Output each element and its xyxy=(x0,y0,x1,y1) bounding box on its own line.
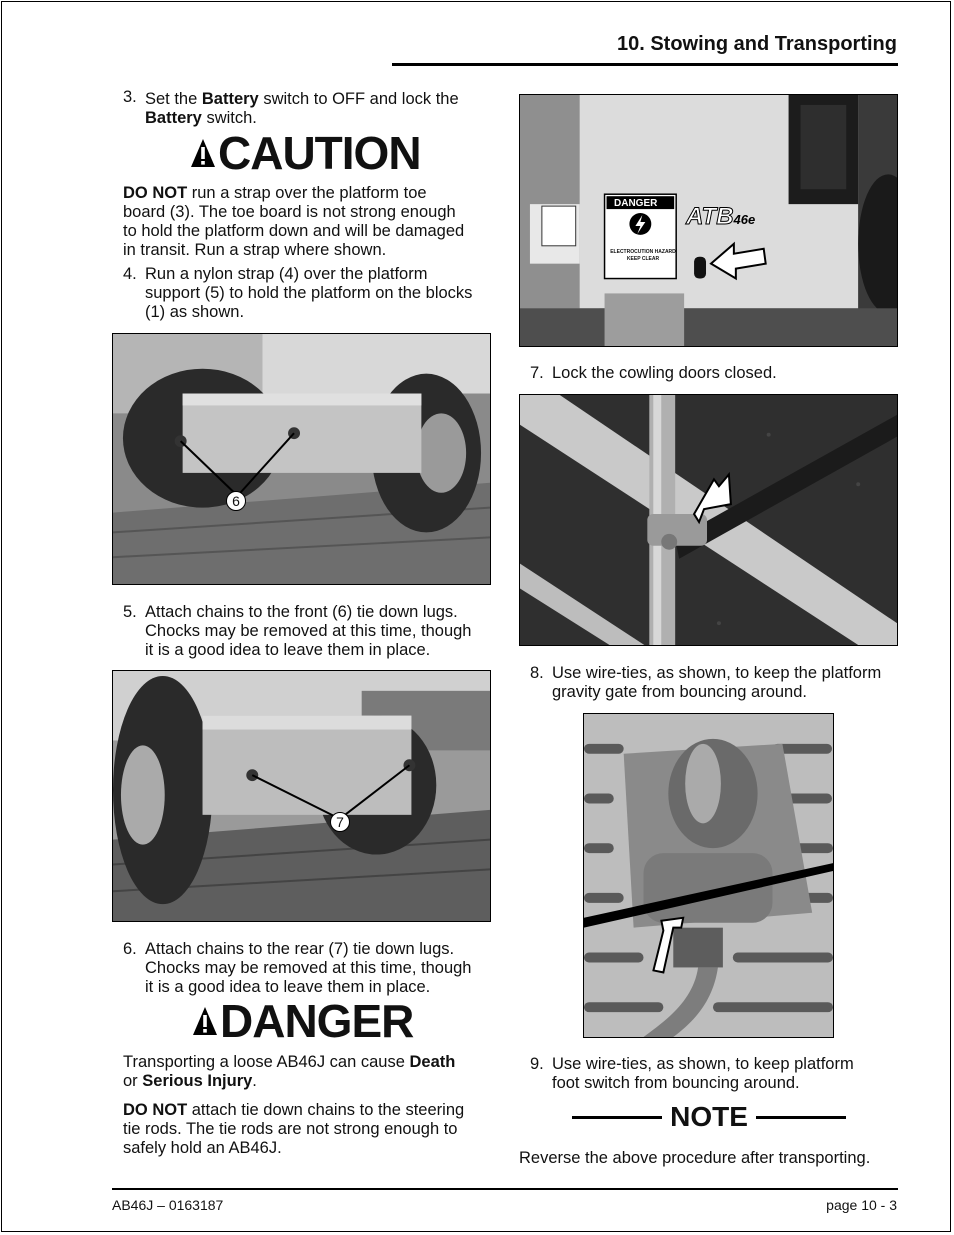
page-number: page 10 - 3 xyxy=(826,1197,897,1213)
decal-danger-title: DANGER xyxy=(614,198,658,209)
model-logo: ATB46e xyxy=(686,203,756,230)
callout-6: 6 xyxy=(226,491,246,511)
warning-triangle-icon xyxy=(192,1005,218,1037)
foot-switch-photo xyxy=(583,713,834,1038)
step-5-text: Attach chains to the front (6) tie down lugs. Chocks may be removed at this time, though it is a good idea to leave them in place. xyxy=(145,603,472,659)
step-9-text: Use wire-ties, as shown, to keep platform foot switch from bouncing around. xyxy=(552,1055,854,1092)
danger-text-2: DO NOT attach tie down chains to the steering tie rods. The tie rods are not strong enough to safely hold an AB46J. xyxy=(123,1101,465,1157)
front-tie-down-photo xyxy=(112,333,491,585)
document-id: AB46J – 0163187 xyxy=(112,1197,224,1213)
note-text: Reverse the above procedure after transporting. xyxy=(519,1149,871,1167)
step-8-text: Use wire-ties, as shown, to keep the platform gravity gate from bouncing around. xyxy=(552,664,882,701)
step-6-text: Attach chains to the rear (7) tie down lugs. Chocks may be removed at this time, though it is a good idea to leave them in place. xyxy=(145,940,472,996)
step-9-number: 9. xyxy=(530,1055,544,1073)
rear-tie-down-photo xyxy=(112,670,491,922)
step-5-number: 5. xyxy=(123,603,137,621)
note-heading: NOTE xyxy=(569,1103,849,1131)
caution-signal-word: CAUTION xyxy=(190,130,421,176)
step-7-number: 7. xyxy=(530,364,544,382)
caution-text: DO NOT run a strap over the platform toe board (3). The toe board is not strong enough to hold the platform down and will be damaged in transit. Run a strap where shown. xyxy=(123,184,465,259)
step-3-text: Set the Battery switch to OFF and lock the Battery switch. xyxy=(145,90,459,127)
step-3-number: 3. xyxy=(123,88,137,106)
decal-hazard: ELECTROCUTION HAZARD xyxy=(610,249,676,255)
note-rule-left xyxy=(572,1116,662,1119)
section-title: 10. Stowing and Transporting xyxy=(616,33,897,55)
danger-signal-word: DANGER xyxy=(192,998,413,1044)
gravity-gate-photo xyxy=(519,394,898,646)
step-7-text: Lock the cowling doors closed. xyxy=(552,364,777,382)
footer-rule xyxy=(112,1188,898,1190)
header-rule xyxy=(392,63,898,66)
cowling-photo xyxy=(519,94,898,347)
callout-7: 7 xyxy=(330,812,350,832)
warning-triangle-icon xyxy=(190,137,216,169)
step-8-number: 8. xyxy=(530,664,544,682)
decal-keep-clear: KEEP CLEAR xyxy=(626,256,660,262)
danger-text-1: Transporting a loose AB46J can cause Death or Serious Injury. xyxy=(123,1053,456,1090)
step-6-number: 6. xyxy=(123,940,137,958)
note-rule-right xyxy=(756,1116,846,1119)
step-4-text: Run a nylon strap (4) over the platform support (5) to hold the platform on the blocks (1) as shown. xyxy=(145,265,473,321)
step-4-number: 4. xyxy=(123,265,137,283)
